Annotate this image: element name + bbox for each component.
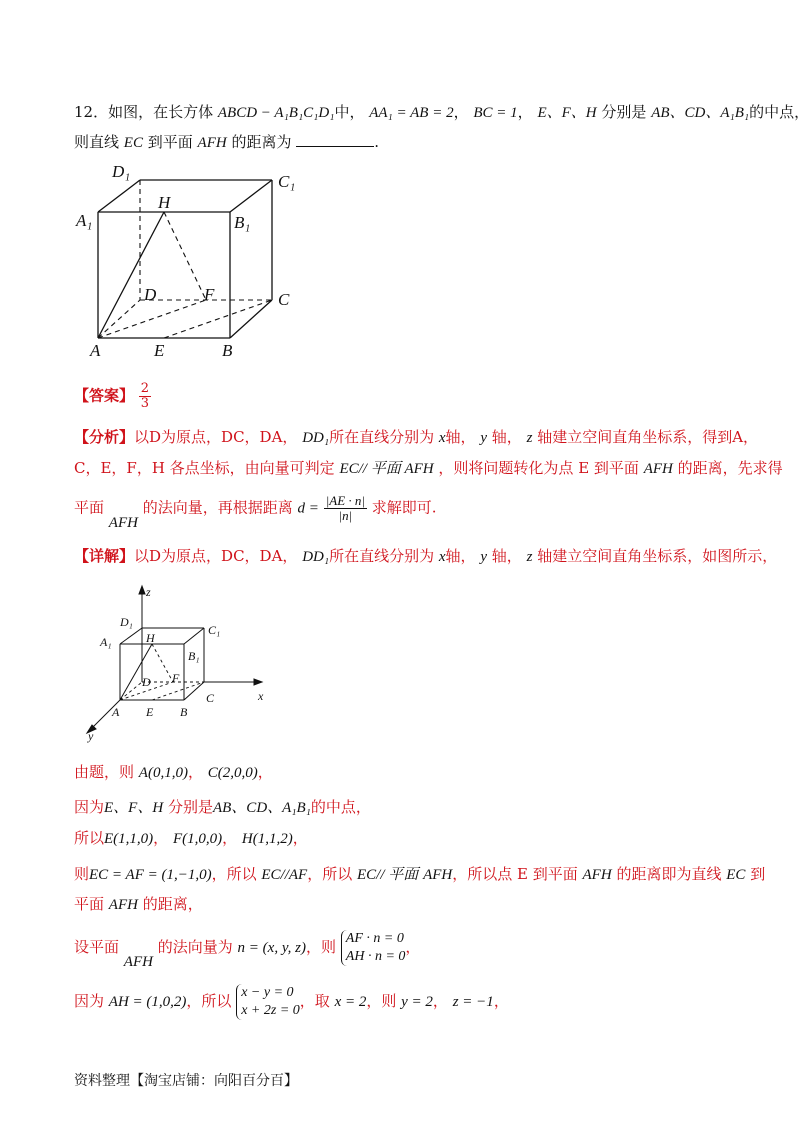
analysis-line-3: 平面 AFH 的法向量，再根据距离 d = $\frac{|AE \cdot n|}{|n|}$ 求解即可.	[74, 493, 437, 531]
answer-fraction: $\frac{2}{3}$	[140, 381, 150, 411]
coordinate-figure	[80, 582, 280, 742]
label-D: D	[144, 285, 157, 304]
label-A: A	[90, 341, 101, 360]
normal-vector-system: AF · n = 0 AH · n = 0	[341, 930, 406, 966]
cuboid-figure	[70, 160, 310, 365]
solid-name: ABCD − A₁B₁C₁D₁	[217, 105, 335, 121]
answer-tag: 【答案】	[74, 386, 135, 405]
label2-A: A	[112, 705, 120, 719]
problem-line-2: 则直线 EC 到平面 AFH 的距离为 .	[74, 133, 380, 151]
label-F: F	[204, 285, 215, 304]
label2-D1: D₁	[120, 615, 133, 629]
solution-line-4: 则EC = AF = (1,−1,0)，所以 EC//AF，所以 EC// 平面 AFH，所以点 E 到平面 AFH 的距离即为直线 EC 到	[74, 865, 766, 883]
label2-A1: A₁	[100, 635, 112, 649]
detail-line-1: 【详解】以D为原点，DC，DA， DD₁所在直线分别为 x轴， y 轴， z 轴建立空间直角坐标系，如图所示，	[74, 547, 778, 565]
label-y-axis: y	[88, 729, 94, 743]
problem-number: 12．	[74, 103, 109, 121]
label2-H: H	[146, 631, 155, 645]
detail-tag: 【详解】	[74, 547, 135, 565]
solution-line-5: 平面 AFH 的距离，	[74, 895, 203, 913]
solution-line-1: 由题，则 A(0,1,0)， C(2,0,0)，	[74, 763, 273, 781]
label-B1: B₁	[234, 213, 251, 232]
label-C1: C₁	[278, 172, 296, 191]
label2-C1: C₁	[208, 623, 221, 637]
equation-system: x − y = 0 x + 2z = 0	[236, 984, 300, 1020]
solution-line-6: 设平面 AFH 的法向量为 n = (x, y, z)，则 AF · n = 0 AH · n = 0 ，	[74, 931, 421, 970]
label2-B: B	[180, 705, 188, 719]
solution-line-2: 因为E、F、H 分别是AB、CD、A₁B₁的中点，	[74, 798, 371, 816]
analysis-line-2: C，E，F，H 各点坐标，由向量可判定 EC// 平面 AFH ，则将问题转化为点 E 到平面 AFH 的距离，先求得	[74, 459, 783, 477]
answer-blank	[296, 132, 374, 147]
label2-C: C	[206, 691, 215, 705]
label-A1: A₁	[76, 211, 93, 230]
label-C: C	[278, 290, 290, 309]
label-z-axis: z	[146, 585, 151, 599]
label-H: H	[158, 193, 171, 212]
problem-line-1: 12．如图，在长方体 ABCD − A₁B₁C₁D₁中， AA₁ = AB = 2， BC = 1， E、F、H 分别是 AB、CD、A₁B₁的中点，	[74, 103, 809, 121]
analysis-tag: 【分析】	[74, 428, 135, 446]
label2-F: F	[172, 671, 180, 685]
label2-E: E	[146, 705, 154, 719]
label-B: B	[222, 341, 233, 360]
distance-formula: $\frac{|AE \cdot n|}{|n|}$	[325, 493, 365, 523]
analysis-line-1: 【分析】以D为原点，DC，DA， DD₁所在直线分别为 x轴， y 轴， z 轴建立空间直角坐标系，得到A，	[74, 428, 759, 446]
label2-B1: B₁	[188, 649, 200, 663]
answer-line	[74, 382, 151, 411]
label2-D: D	[142, 675, 151, 689]
label-D1: D₁	[112, 162, 131, 181]
solution-line-7: 因为 AH = (1,0,2)，所以 x − y = 0 x + 2z = 0 ，取 x = 2，则 y = 2， z = −1，	[74, 985, 509, 1018]
page-footer: 资料整理【淘宝店铺：向阳百分百】	[74, 1073, 298, 1089]
label-E: E	[154, 341, 165, 360]
label-x-axis: x	[258, 689, 264, 703]
solution-line-3: 所以E(1,1,0)， F(1,0,0)， H(1,1,2)，	[74, 829, 308, 847]
